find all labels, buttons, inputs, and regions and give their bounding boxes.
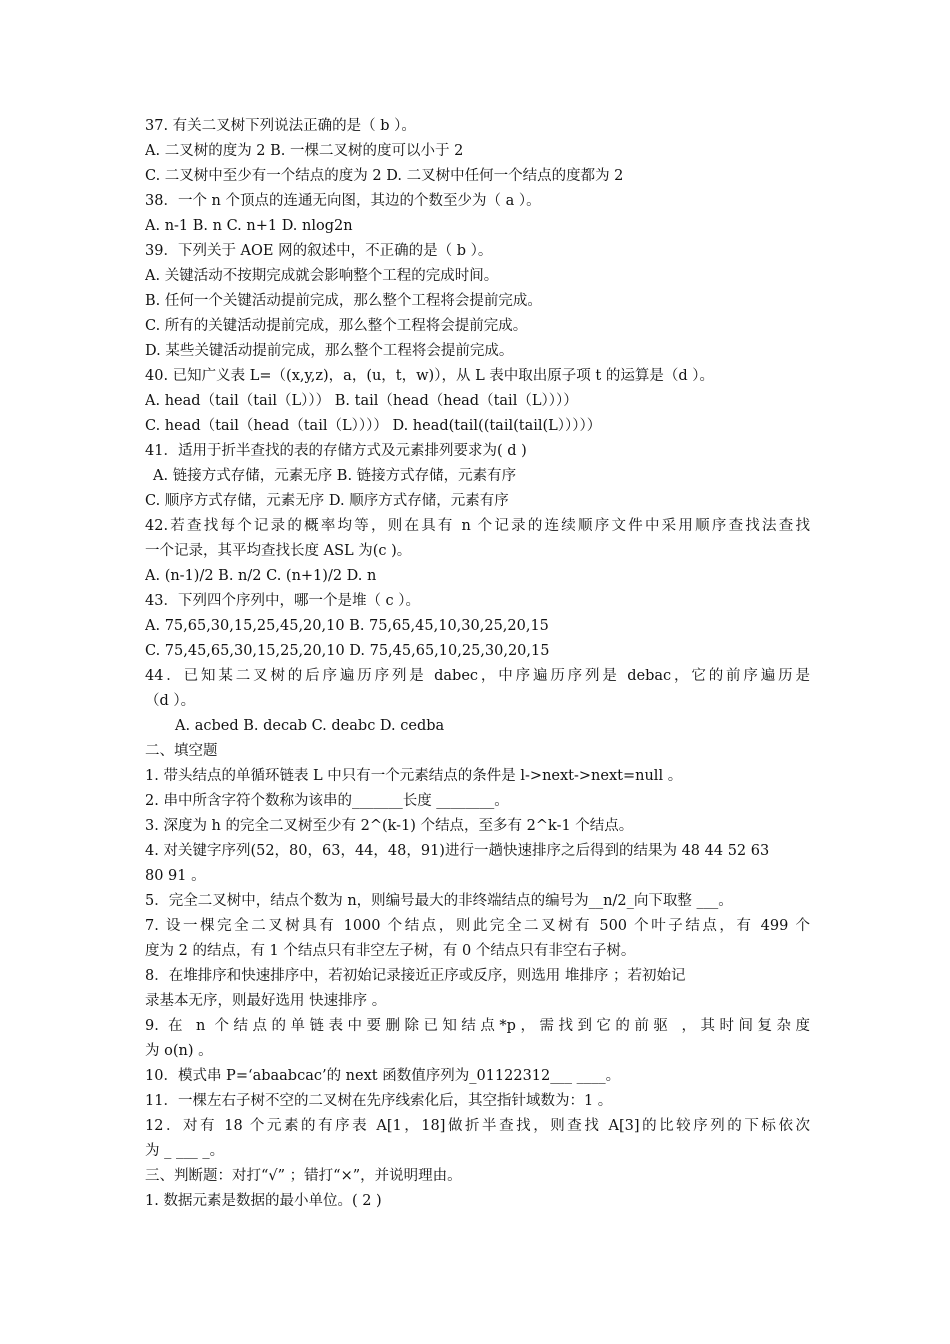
text-line: 10．模式串 P=‘abaabcac’的 next 函数值序列为_01122312___ ____。	[145, 1068, 621, 1084]
text-line: A. 关键活动不按期完成就会影响整个工程的完成时间。	[145, 268, 499, 284]
text-line: 为 _ ___ _。	[145, 1143, 225, 1159]
text-line: B. 任何一个关键活动提前完成，那么整个工程将会提前完成。	[145, 293, 542, 309]
text-line: 1. 带头结点的单循环链表 L 中只有一个元素结点的条件是 l->next->next=null 。	[145, 768, 683, 784]
text-line: A. n-1 B. n C. n+1 D. nlog2n	[145, 218, 353, 234]
text-line: C. 75,45,65,30,15,25,20,10 D. 75,45,65,10,25,30,20,15	[145, 643, 550, 659]
text-line: 3. 深度为 h 的完全二叉树至少有 2^(k-1) 个结点，至多有 2^k-1 个结点。	[145, 818, 634, 834]
text-line: A. (n-1)/2 B. n/2 C. (n+1)/2 D. n	[145, 568, 377, 584]
document-page	[145, 114, 810, 1214]
text-line: 80 91 。	[145, 868, 206, 884]
text-line: A. acbed B. decab C. deabc D. cedba	[175, 718, 445, 734]
text-line: 37. 有关二叉树下列说法正确的是（ b ）。	[145, 118, 416, 134]
text-line: 41．适用于折半查找的表的存储方式及元素排列要求为( d )	[145, 443, 527, 459]
text-line: 38．一个 n 个顶点的连通无向图，其边的个数至少为（ a ）。	[145, 193, 541, 209]
text-line: 二、填空题	[145, 743, 218, 759]
text-line: 录基本无序，则最好选用 快速排序 。	[145, 993, 387, 1009]
text-line: 42.若查找每个记录的概率均等，则在具有 n 个记录的连续顺序文件中采用顺序查找法查找	[145, 518, 810, 534]
text-line: 三、判断题：对打“√” ；错打“×”，并说明理由。	[145, 1168, 462, 1184]
text-line: 4. 对关键字序列(52，80，63，44，48，91)进行一趟快速排序之后得到的结果为 48 44 52 63	[145, 843, 770, 859]
text-line: C. 二叉树中至少有一个结点的度为 2 D. 二叉树中任何一个结点的度都为 2	[145, 168, 624, 184]
text-line: （d ）。	[145, 693, 196, 709]
text-line: A. 链接方式存储，元素无序 B. 链接方式存储，元素有序	[153, 468, 517, 484]
text-line: 12．对有 18 个元素的有序表 A[1，18]做折半查找，则查找 A[3]的比较序列的下标依次	[145, 1118, 810, 1134]
text-line: 39．下列关于 AOE 网的叙述中，不正确的是（ b ）。	[145, 243, 493, 259]
text-line: A. head（tail（tail（L））） B. tail（head（head（tail（L））））	[145, 393, 578, 409]
text-line: 40. 已知广义表 L=（(x,y,z)，a，(u，t，w)），从 L 表中取出原子项 t 的运算是（d ）。	[145, 368, 714, 384]
text-line: 11．一棵左右子树不空的二叉树在先序线索化后，其空指针域数为：1 。	[145, 1093, 613, 1109]
text-line: A. 75,65,30,15,25,45,20,10 B. 75,65,45,10,30,25,20,15	[145, 618, 549, 634]
text-line: 为 o(n) 。	[145, 1043, 213, 1059]
text-line: 一个记录，其平均查找长度 ASL 为(c )。	[145, 543, 412, 559]
text-line: 5．完全二叉树中，结点个数为 n，则编号最大的非终端结点的编号为__n/2_向下取整 ___。	[145, 893, 733, 909]
text-line: 度为 2 的结点，有 1 个结点只有非空左子树，有 0 个结点只有非空右子树。	[145, 943, 636, 959]
text-line: 8．在堆排序和快速排序中，若初始记录接近正序或反序，则选用 堆排序 ；若初始记	[145, 968, 686, 984]
text-line: 7. 设一棵完全二叉树具有 1000 个结点，则此完全二叉树有 500 个叶子结点，有 499 个	[145, 918, 810, 934]
text-line: 2. 串中所含字符个数称为该串的_______长度 ________。	[145, 793, 509, 809]
text-line: 1. 数据元素是数据的最小单位。( 2 )	[145, 1193, 382, 1209]
text-line: C. 所有的关键活动提前完成，那么整个工程将会提前完成。	[145, 318, 528, 334]
text-line: C. head（tail（head（tail（L）））） D. head(tail((tail(tail(L）））））	[145, 418, 602, 434]
text-line: 9. 在 n 个结点的单链表中要删除已知结点*p，需找到它的前驱 ，其时间复杂度	[145, 1018, 810, 1034]
text-line: A. 二叉树的度为 2 B. 一棵二叉树的度可以小于 2	[145, 143, 464, 159]
text-line: 44．已知某二叉树的后序遍历序列是 dabec，中序遍历序列是 debac，它的前序遍历是	[145, 668, 810, 684]
text-line: C. 顺序方式存储，元素无序 D. 顺序方式存储，元素有序	[145, 493, 509, 509]
text-line: 43．下列四个序列中，哪一个是堆（ c ）。	[145, 593, 421, 609]
text-line: D. 某些关键活动提前完成，那么整个工程将会提前完成。	[145, 343, 514, 359]
